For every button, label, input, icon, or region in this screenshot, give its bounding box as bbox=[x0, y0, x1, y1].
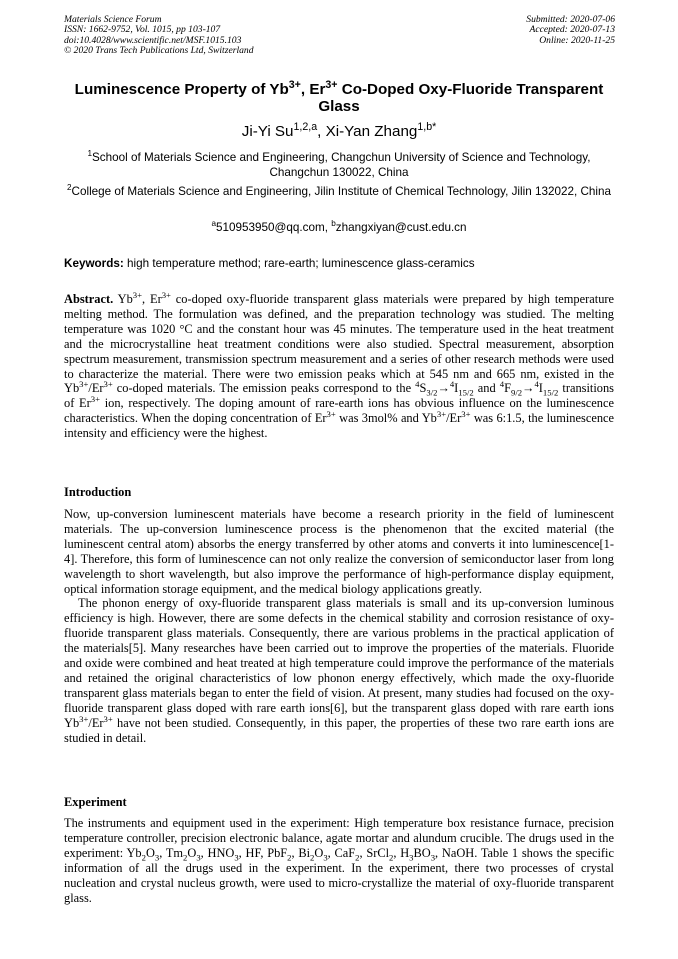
section-heading-introduction: Introduction bbox=[64, 485, 132, 499]
paragraph: Now, up-conversion luminescent materials have become a research priority in the field of luminescent materials. The up-conversion luminescence process is the phenomenon that the excited material (the luminescent central atom) absorbs the energy transferred by other atoms and converts it into luminescence[1-4]. Therefore, this form of luminescence can not only realize the conversion of semiconductor laser from long wavelength to short wavelength, but also improve the performance of high-performance display equipment, optical information storage equipment, and the medical biology applications greatly. bbox=[64, 507, 614, 596]
paper-title: Luminescence Property of $Yb^{3+}$, $Er^{3+}$ Co-Doped Oxy-Fluoride Transparent Glass bbox=[74, 78, 604, 115]
author-emails: $^a$510953950@qq.com, $^b$zhangxiyan@cust.edu.cn bbox=[211, 219, 467, 234]
affiliation-2: $^2$College of Materials Science and Engineering, Jilin Institute of Chemical Technology, Jilin 132022, China bbox=[67, 183, 611, 198]
copyright-line: © 2020 Trans Tech Publications Ltd, Switzerland bbox=[64, 45, 254, 57]
section-heading-experiment: Experiment bbox=[64, 795, 127, 809]
author-name: Ji-Yi Su bbox=[241, 123, 294, 140]
abstract: Abstract. $Yb^{3+}$, $Er^{3+}$ co-doped oxy-fluoride transparent glass materials were prepared by high temperature melting method. The formulation was defined, and the preparation technology was studied. The melting temperature was 1020 °C and the constant hour was 45 minutes. The temperature used in the heat treatment and the microcrystalline heat treatment conditions were also studied. Spectral measurement, absorption spectrum measurement, transmission spectrum measurement and a series of other research methods were used to characterize the material. There were two emission peaks which at 545 nm and 665 nm, existed in the $Yb^{3+}/Er^{3+}$ co-doped materials. The emission peaks correspond to the $^4S_{3/2}\to^4I_{15/2}$ and $^4F_{9/2}\to^4I_{15/2}$ transitions of $Er^{3+}$ ion, respectively. The doping amount of rare-earth ions has obvious influence on the luminescence characteristics. When the doping concentration of $Er^{3+}$ was 3mol% and $Yb^{3+}/Er^{3+}$ was 6:1.5, the luminescence intensity and efficiency were the highest. bbox=[64, 289, 615, 441]
keywords: Keywords: high temperature method; rare-earth; luminescence glass-ceramics bbox=[64, 257, 475, 270]
author-name: Xi-Yan Zhang bbox=[325, 123, 418, 140]
online-date: Online: 2020-11-25 bbox=[539, 34, 615, 46]
accepted-date: Accepted: 2020-07-13 bbox=[529, 24, 615, 36]
email-link[interactable]: 510953950@qq.com bbox=[216, 221, 325, 234]
submitted-date: Submitted: 2020-07-06 bbox=[526, 14, 615, 25]
abstract-label: Abstract. bbox=[64, 292, 114, 306]
issn-line: ISSN: 1662-9752, Vol. 1015, pp 103-107 bbox=[64, 24, 221, 36]
author-list: Ji-Yi Su$^{1,2,a}$, Xi-Yan Zhang$^{1,b*}$ bbox=[241, 120, 437, 140]
paragraph: The instruments and equipment used in the experiment: High temperature box resistance furnace, precision temperature controller, precision electronic balance, agate mortar and alundum crucible. The drugs used in the experiment: $Yb_2O_3$, $Tm_2O_3$, $HNO_3$, HF, PbF$_2$, $Bi_2O_3$, CaF$_2$, SrCl$_2$, $H_3BO_3$, NaOH. Table 1 shows the specific information of all the drugs used in the experiment. In the experiment, there two processes of crystal nucleation and crystal nucleus growth, were used to micro-crystallize the material of oxy-fluoride transparent glass. bbox=[64, 816, 614, 905]
journal-header bbox=[64, 15, 254, 57]
keywords-label: Keywords: bbox=[64, 257, 124, 270]
experiment-body bbox=[64, 816, 614, 905]
email-link[interactable]: zhangxiyan@cust.edu.cn bbox=[335, 221, 467, 234]
introduction-body bbox=[64, 507, 614, 746]
journal-name: Materials Science Forum bbox=[64, 14, 162, 25]
dates-header bbox=[526, 15, 615, 46]
paragraph: The phonon energy of oxy-fluoride transparent glass materials is small and its up-conversion luminous efficiency is high. However, there are some defects in the chemical stability and corrosion resistance of oxy-fluoride transparent glass materials. Consequently, there are various problems in the practical application of the materials[5]. Many researches have been carried out to improve the properties of the materials. Fluoride and oxide were combined and heat treated at high temperature could improve the performance of the materials and retained the original characteristics of low phonon energy effectively, which made the oxy-fluoride transparent glass materials began to enter the field of vision. At present, many studies had focused on the oxy-fluoride transparent glass doped with rare earth ions[6], but the transparent glass doped with rare earth ions $Yb^{3+}/Er^{3+}$ have not been studied. Consequently, in this paper, the properties of these two rare earth ions are studied in detail. bbox=[64, 596, 614, 745]
affiliation-1: $^1$School of Materials Science and Engineering, Changchun University of Science and Technology, Changchun 130022, China bbox=[87, 149, 591, 179]
doi-line[interactable]: doi:10.4028/www.scientific.net/MSF.1015.103 bbox=[64, 34, 242, 46]
